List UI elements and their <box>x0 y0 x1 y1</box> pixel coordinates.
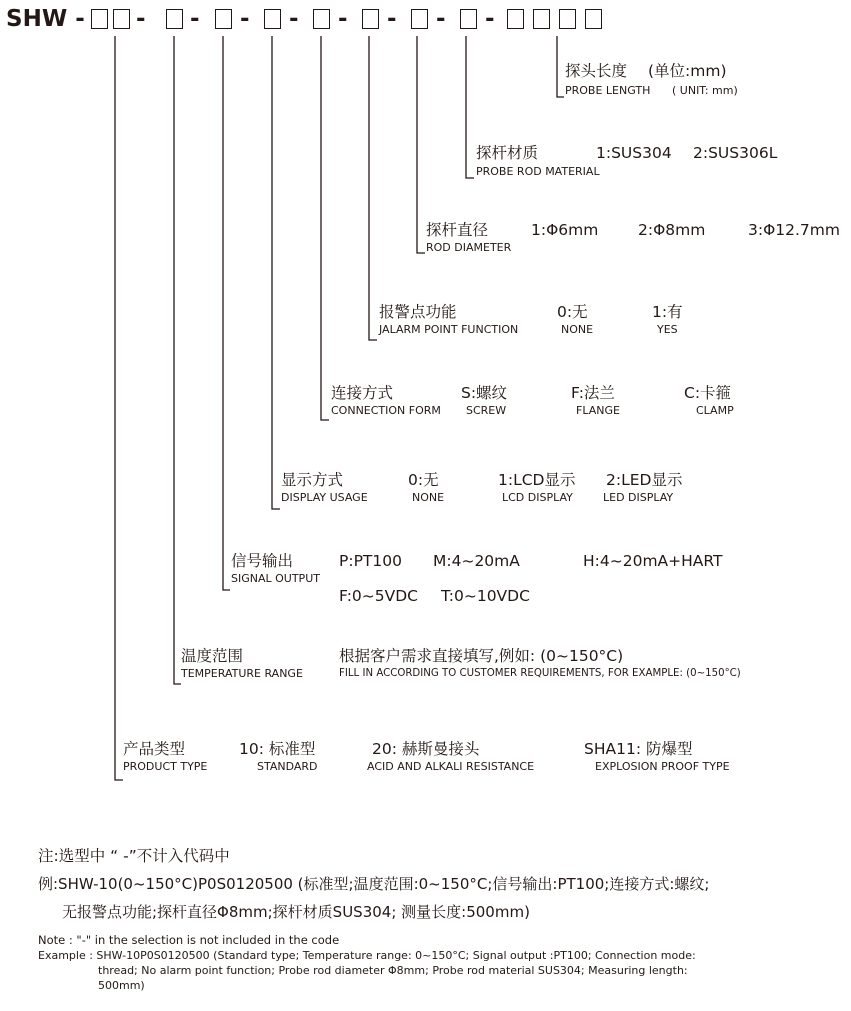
material-option-1: 1:SUS304 <box>596 144 672 162</box>
diameter-option-1: 1:Φ6mm <box>531 221 599 239</box>
signal-label-en: SIGNAL OUTPUT <box>231 572 320 585</box>
connection-label-en: CONNECTION FORM <box>331 404 441 417</box>
probe-length-label-en: PROBE LENGTH <box>565 84 651 97</box>
code-dash: - <box>338 6 348 32</box>
example-zh-line1: 例:SHW-10(0~150°C)P0S0120500 (标准型;温度范围:0~150°C;信号输出:PT100;连接方式:螺纹; <box>38 875 710 893</box>
connection-option-clamp: C:卡箍 <box>684 384 732 402</box>
connection-label: 连接方式 <box>331 384 394 402</box>
connector-display <box>272 36 280 509</box>
code-dash: - <box>136 6 146 32</box>
product-label-en: PRODUCT TYPE <box>123 760 208 773</box>
connection-option-screw-en: SCREW <box>466 404 507 417</box>
connection-option-screw: S:螺纹 <box>461 384 508 402</box>
display-label: 显示方式 <box>281 471 344 489</box>
connector-alarm <box>369 36 377 340</box>
product-option-standard-en: STANDARD <box>257 760 318 773</box>
signal-option-hart: H:4~20mA+HART <box>583 552 723 570</box>
diameter-label: 探杆直径 <box>426 221 489 239</box>
signal-option-0-5vdc: F:0~5VDC <box>339 587 419 605</box>
alarm-option-yes-en: YES <box>657 323 678 336</box>
example-en-line3: 500mm) <box>98 979 145 992</box>
product-option-hirschmann: 20: 赫斯曼接头 <box>372 740 480 758</box>
connector-length <box>557 36 564 97</box>
code-dash: - <box>289 6 299 32</box>
connector-material <box>466 36 474 178</box>
code-prefix: SHW - <box>6 6 85 32</box>
connection-option-clamp-en: CLAMP <box>696 404 734 417</box>
temperature-label: 温度范围 <box>181 647 244 665</box>
display-option-lcd: 1:LCD显示 <box>498 471 576 489</box>
signal-option-pt100: P:PT100 <box>339 552 402 570</box>
code-dash: - <box>240 6 250 32</box>
connector-temperature <box>174 36 181 684</box>
probe-length-unit-en: ( UNIT: mm) <box>672 84 738 97</box>
temperature-label-en: TEMPERATURE RANGE <box>181 667 303 680</box>
diameter-label-en: ROD DIAMETER <box>426 241 512 254</box>
connector-connection <box>321 36 329 420</box>
alarm-option-none-en: NONE <box>561 323 594 336</box>
material-option-2: 2:SUS306L <box>693 144 778 162</box>
display-option-led: 2:LED显示 <box>606 471 683 489</box>
connector-product <box>115 36 123 780</box>
example-en-line2: thread; No alarm point function; Probe rod diameter Φ8mm; Probe rod material SUS304; Measuring length: <box>98 964 688 977</box>
temperature-description: 根据客户需求直接填写,例如: (0~150°C) <box>339 647 624 665</box>
code-dash: - <box>485 6 495 32</box>
display-option-led-en: LED DISPLAY <box>603 491 674 504</box>
connector-diameter <box>417 36 425 253</box>
display-label-en: DISPLAY USAGE <box>281 491 368 504</box>
note-en: Note : "-" in the selection is not included in the code <box>38 933 340 947</box>
temperature-description-en: FILL IN ACCORDING TO CUSTOMER REQUIREMENTS, FOR EXAMPLE: (0~150°C) <box>339 668 741 679</box>
signal-option-0-10vdc: T:0~10VDC <box>441 587 530 605</box>
code-dash: - <box>387 6 397 32</box>
example-en-line1: Example : SHW-10P0S0120500 (Standard type; Temperature range: 0~150°C; Signal output :PT100; Connection mode: <box>38 949 696 962</box>
note-zh: 注:选型中 “ -”不计入代码中 <box>38 847 230 865</box>
material-label: 探杆材质 <box>476 144 539 162</box>
code-dash: - <box>190 6 200 32</box>
product-option-explosion-proof-en: EXPLOSION PROOF TYPE <box>595 760 730 773</box>
product-option-hirschmann-en: ACID AND ALKALI RESISTANCE <box>367 760 535 773</box>
display-option-none: 0:无 <box>408 471 439 489</box>
signal-label: 信号输出 <box>231 552 294 570</box>
material-label-en: PROBE ROD MATERIAL <box>476 165 600 178</box>
connector-signal <box>223 36 230 590</box>
connection-option-flange: F:法兰 <box>571 384 615 402</box>
example-zh-line2: 无报警点功能;探杆直径Φ8mm;探杆材质SUS304; 测量长度:500mm) <box>62 903 530 921</box>
diameter-option-3: 3:Φ12.7mm <box>748 221 840 239</box>
product-option-explosion-proof: SHA11: 防爆型 <box>584 740 693 758</box>
alarm-label-en: JALARM POINT FUNCTION <box>379 323 519 336</box>
probe-length-label: 探头长度 <box>565 62 628 80</box>
connection-option-flange-en: FLANGE <box>576 404 620 417</box>
display-option-none-en: NONE <box>412 491 445 504</box>
alarm-label: 报警点功能 <box>379 303 457 321</box>
signal-option-4-20ma: M:4~20mA <box>433 552 520 570</box>
alarm-option-none: 0:无 <box>557 303 588 321</box>
product-option-standard: 10: 标准型 <box>239 740 316 758</box>
product-label: 产品类型 <box>123 740 186 758</box>
display-option-lcd-en: LCD DISPLAY <box>502 491 573 504</box>
alarm-option-yes: 1:有 <box>652 303 683 321</box>
code-dash: - <box>436 6 446 32</box>
diameter-option-2: 2:Φ8mm <box>638 221 706 239</box>
probe-length-unit: (单位:mm) <box>648 62 727 80</box>
